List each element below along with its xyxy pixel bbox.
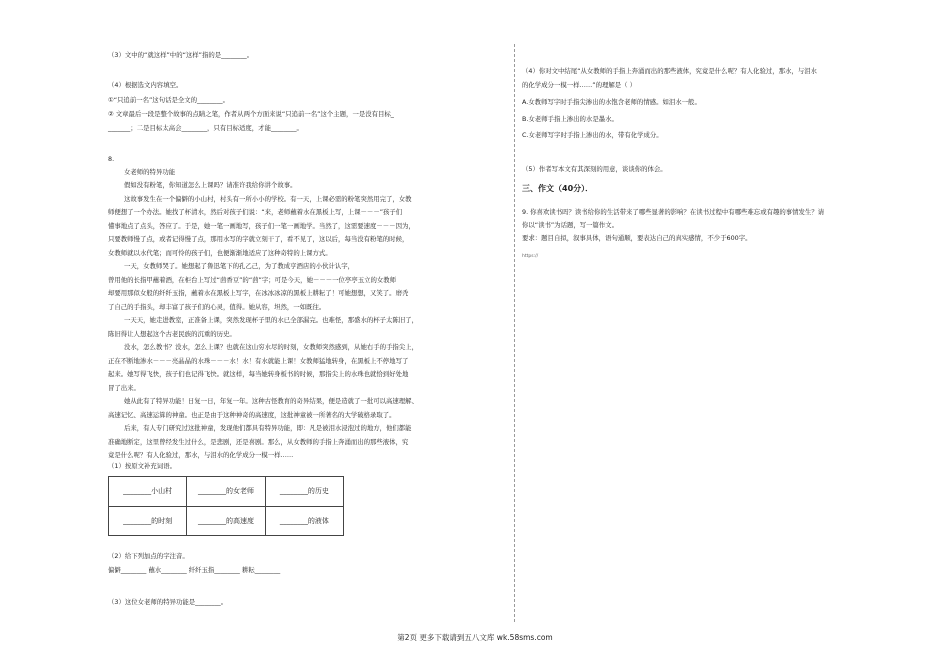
passage-line: 一天，女教师哭了。她想起了鲁迅笔下的孔乙己，为了教成亨酒店的小伙计认字， bbox=[124, 262, 355, 270]
passage-line: 高速记忆、高速运算的神童。也正是由于这种神奇的高速度，这批神童被一所著名的大学破格录取了。 bbox=[108, 411, 396, 419]
table-cell: ________小山村 bbox=[109, 477, 187, 507]
passage-line: 一天天，她走进教室，正准备上课，突然发现杯子里的水已全部漏完。也难怪，那盛水的杯子太陈旧了， bbox=[124, 316, 418, 324]
subquestion-4-prompt-cont: 的化学成分一模一样……”的理解是（ ） bbox=[522, 81, 636, 89]
fill-in-word-table bbox=[108, 476, 344, 536]
table-cell: ________的液体 bbox=[265, 506, 343, 536]
passage-line: 女教师就以水代笔；而可怜的孩子们，也便渐渐地适应了这种奇特的上课方式。 bbox=[108, 249, 332, 257]
passage-line: 准确地断定，这里曾经发生过什么，是悲剧，还是喜剧。那么，从女教师的手指上奔涌而出的那些液体，究 bbox=[108, 438, 409, 446]
passage-line: 假如没有粉笔，你知道怎么上课吗？请准许我给你讲个故事。 bbox=[124, 181, 297, 189]
table-row bbox=[109, 506, 344, 536]
passage-line: 冒了出来。 bbox=[108, 384, 140, 392]
question-9-prompt-cont: 你以“读书”为话题，写一篇作文。 bbox=[522, 221, 619, 229]
question-3-blank: （3）文中的“就这样”中的“这样”指的是________。 bbox=[108, 51, 254, 59]
table-cell: ________的高速度 bbox=[187, 506, 265, 536]
passage-line: 了自己的手指头，却丰富了孩子们的心灵，值得。她从容，坦然，一如既往。 bbox=[108, 303, 326, 311]
question-9-prompt: 9. 你喜欢读书吗？读书给你的生活带来了哪些显著的影响？在读书过程中有哪些难忘或有趣的事情发生？请 bbox=[522, 208, 825, 216]
passage-line: 她从此有了特异功能！日复一日，年复一年。这种古怪教育的奇异结果，便是造就了一批可以高速理解、 bbox=[124, 397, 418, 405]
question-9-requirements: 要求：题目自拟，叙事具体，语句通顺，要表达自己的真实感情，不少于600字。 bbox=[522, 234, 752, 242]
passage-line: 却要用那似女般的纤纤玉指，蘸着水在黑板上写字，在冰冰冰凉的黑板上耕耘了！可她想想，又笑了。磨秃 bbox=[108, 289, 409, 297]
table-cell: ________的女老师 bbox=[187, 477, 265, 507]
passage-line: 懂事地点了点头，答应了。于是，她一笔一画地写，孩子们一笔一画地学。当然了，这需要速度－－－因为， bbox=[108, 222, 415, 230]
subquestion-3-blank: （3）这位女老师的特异功能是________。 bbox=[108, 598, 228, 606]
passage-line: 师便想了一个办法。她找了杯清水，然后对孩子们说：“来，老师蘸着水在黑板上写，上课－－－”孩子们 bbox=[108, 208, 403, 216]
option-c: C.女老师写字时手指上渗出的水，带有化学成分。 bbox=[522, 131, 663, 139]
column-divider bbox=[514, 44, 515, 622]
pinyin-blanks: 偏僻________ 蘸水________ 纤纤玉指________ 耕耘________ bbox=[108, 566, 281, 574]
table-cell: ________的历史 bbox=[265, 477, 343, 507]
passage-line: 竟是什么呢？有人化验过，那水，与泪水的化学成分一模一样…… bbox=[108, 451, 294, 459]
page-footer: 第2页 更多下载请到五八文库 wk.58sms.com bbox=[397, 633, 553, 642]
passage-line: 起来。她写得飞快，孩子们也记得飞快。就这样，每当她转身板书的时候，那指尖上的水珠也就恰到好处地 bbox=[108, 370, 409, 378]
passage-line: 后来，有人专门研究过这批神童，发现他们都具有特异功能，即：凡是被泪水浸泡过的地方，他们都能 bbox=[124, 424, 412, 432]
passage-line: 这故事发生在一个偏僻的小山村，村头有一所小小的学校。有一天，上课必需的粉笔突然用完了，女教 bbox=[124, 195, 412, 203]
passage-line: 只要教师慢了点，或者记得慢了点，那用水写的字就立刻干了，看不见了，这以后，每当没有粉笔的时候， bbox=[108, 235, 409, 243]
question-4-item-2-cont: _______；二是目标太高会________，只有目标适度，才能________。 bbox=[108, 124, 303, 132]
passage-title: 女老师的特异功能 bbox=[124, 168, 176, 176]
subquestion-5-prompt: （5）作者写本文有其深刻的用意，谈谈你的体会。 bbox=[522, 165, 667, 173]
question-4-item-1: ①“只追前一名”这句话是全文的________。 bbox=[108, 96, 229, 104]
table-row bbox=[109, 477, 344, 507]
question-8-number: 8. bbox=[108, 155, 115, 163]
question-4-item-2: ② 文章最后一段是整个故事的点睛之笔，作者从两个方面来说“只追前一名”这个主题，一是没有目标_ bbox=[108, 110, 394, 118]
subquestion-4-prompt: （4）你对文中结尾“从女教师的手指上奔涌而出的那些液体，究竟是什么呢？有人化验过，那水，与泪水 bbox=[522, 67, 817, 75]
subquestion-2-heading: （2）给下列加点的字注音。 bbox=[108, 552, 189, 560]
section-composition-heading: 三、作文（40分）． bbox=[522, 184, 594, 193]
option-a: A.女教师写字时手指尖渗出的水饱含老师的情感。如泪水一般。 bbox=[522, 98, 701, 106]
url-fragment: https:// bbox=[522, 254, 539, 259]
option-b: B.女老师手指上渗出的水是墨水。 bbox=[522, 115, 618, 123]
passage-line: 没水，怎么教书？没水，怎么上课？也就在这山穷水尽的时刻，女教师突然感到，从她右手的手指尖上， bbox=[124, 343, 418, 351]
passage-line: 陈旧得让人想起这个古老民族的沉重的历史。 bbox=[108, 330, 236, 338]
question-4-heading: （4）根据选文内容填空。 bbox=[108, 81, 183, 89]
passage-line: 正在不断地渗水－－－亮晶晶的水珠－－－水！水！有水就能上课！女教师猛地转身，在黑板上不停地写了 bbox=[108, 357, 409, 365]
subquestion-1-heading: （1）按原文补充词语。 bbox=[108, 462, 176, 470]
passage-line: 曾用他的长指甲蘸着酒，在柜台上写过“茴香豆”的“茴”字；可是今天，她－－－一位亭亭玉立的女教师 bbox=[108, 276, 397, 284]
table-cell: ________的时刻 bbox=[109, 506, 187, 536]
